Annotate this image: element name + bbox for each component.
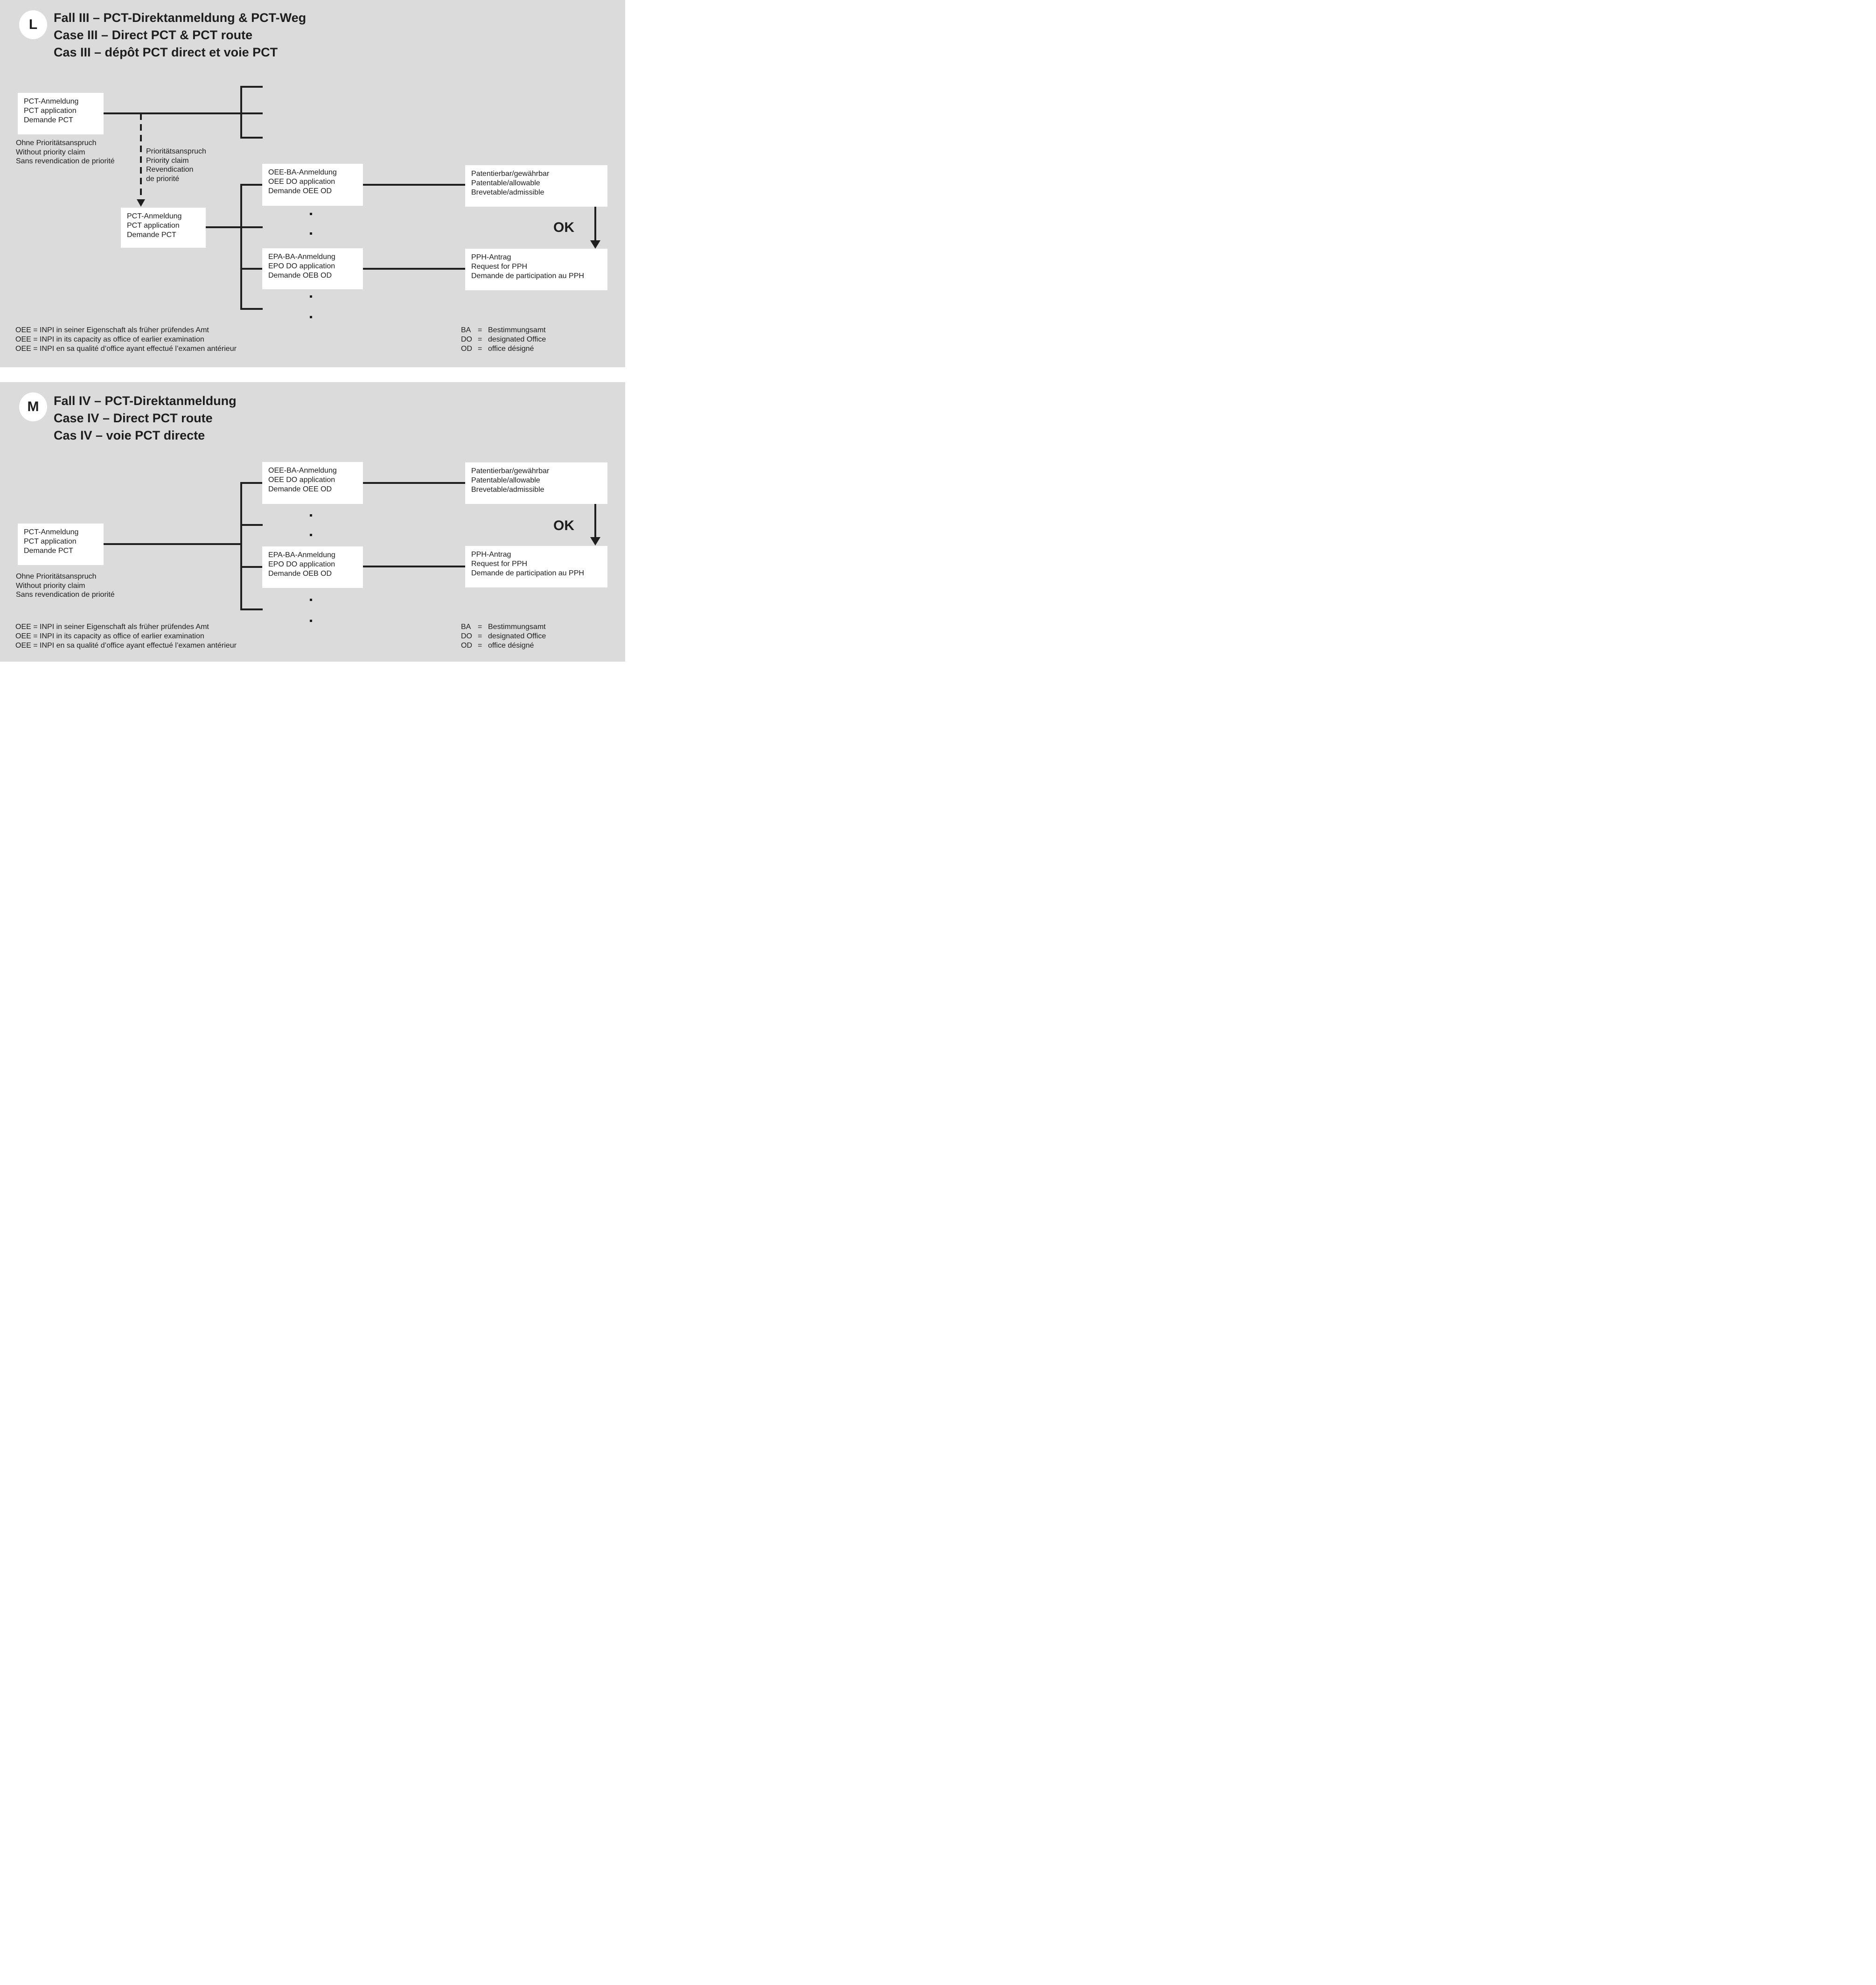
legend-oee-line-de: OEE = INPI in seiner Eigenschaft als früher prüfendes Amt [15, 326, 209, 334]
title-line-fr: Cas III – dépôt PCT direct et voie PCT [54, 45, 278, 59]
lower-fork-tine-more [240, 308, 263, 310]
without-priority-line-de: Ohne Prioritätsanspruch [16, 139, 97, 147]
pph-request-box [465, 546, 607, 587]
legend-row-ba [461, 622, 546, 632]
top-fork-vertical-line [240, 86, 242, 139]
legend-oee-line-fr: OEE = INPI en sa qualité d’office ayant effectué l’examen antérieur [15, 642, 237, 650]
fork-tine-oee [240, 482, 263, 484]
pct-application-box-line-de: PCT-Anmeldung [24, 528, 79, 536]
case-badge-l-letter: L [28, 17, 38, 32]
pph-box-line-de: PPH-Antrag [471, 551, 511, 559]
priority-claim-line-en: Priority claim [146, 156, 189, 165]
patentable-box [465, 462, 607, 504]
ok-arrowhead-icon [590, 537, 600, 545]
legend-od-abbr: OD [461, 642, 472, 650]
patentable-box-line-fr: Brevetable/admissible [471, 189, 544, 196]
without-priority-line-fr: Sans revendication de priorité [16, 591, 115, 599]
epa-box-line-fr: Demande OEB OD [268, 570, 332, 578]
oee-box-line-fr: Demande OEE OD [268, 485, 332, 493]
without-priority-line-fr: Sans revendication de priorité [16, 157, 115, 165]
pct-application-box-2-line-de: PCT-Anmeldung [127, 212, 182, 220]
epa-box-line-de: EPA-BA-Anmeldung [268, 551, 335, 559]
connector-pct-to-fork [104, 543, 242, 545]
connector-oee-to-patentable [363, 184, 465, 186]
epo-do-application-box [262, 248, 363, 289]
legend-abbreviations [461, 622, 546, 650]
oee-do-application-box [262, 164, 363, 206]
legend-ba-text: Bestimmungsamt [488, 326, 546, 334]
pct-application-box-line-en: PCT application [24, 538, 77, 545]
legend-row-do [461, 335, 546, 344]
legend-ba-eq: = [478, 326, 482, 334]
legend-od-eq: = [478, 642, 482, 650]
epa-box-line-fr: Demande OEB OD [268, 272, 332, 280]
connector-epa-to-pph [363, 268, 465, 270]
pct-application-box [18, 524, 104, 565]
legend-od-abbr: OD [461, 345, 472, 353]
legend-do-eq: = [478, 335, 482, 343]
panel-title-case-iii [54, 9, 306, 61]
legend-do-eq: = [478, 632, 482, 640]
without-priority-line-en: Without priority claim [16, 148, 85, 156]
ok-label: OK [553, 220, 574, 235]
panel-case-iii [0, 0, 625, 367]
ellipsis-dot [310, 534, 312, 536]
patentable-box-line-de: Patentierbar/gewährbar [471, 467, 550, 475]
oee-do-application-box [262, 462, 363, 504]
ellipsis-dot [310, 213, 312, 215]
legend-od-text: office désigné [488, 642, 534, 650]
fork-tine-more-lower [240, 608, 263, 610]
top-fork-upper-tine [240, 86, 263, 88]
label-without-priority-claim [16, 572, 115, 600]
patentable-box-line-fr: Brevetable/admissible [471, 486, 544, 494]
legend-do-text: designated Office [488, 335, 546, 343]
pph-request-box [465, 249, 607, 290]
legend-do-text: designated Office [488, 632, 546, 640]
lower-fork-vertical-line [240, 184, 242, 310]
lower-fork-tine-oee [240, 184, 263, 186]
legend-oee-line-en: OEE = INPI in its capacity as office of earlier examination [15, 632, 204, 640]
title-line-de: Fall III – PCT-Direktanmeldung & PCT-Weg [54, 11, 307, 25]
ok-arrowhead-icon [590, 240, 600, 249]
ellipsis-dot [310, 514, 312, 517]
top-fork-lower-tine [240, 137, 263, 139]
page [0, 0, 625, 662]
ellipsis-dot [310, 316, 312, 318]
legend-oee-line-fr: OEE = INPI en sa qualité d’office ayant effectué l’examen antérieur [15, 345, 237, 353]
legend-abbreviations [461, 326, 546, 354]
connector-oee-to-patentable [363, 482, 465, 484]
legend-row-od [461, 641, 546, 650]
pct-application-box-1-line-fr: Demande PCT [24, 116, 73, 124]
legend-ba-text: Bestimmungsamt [488, 623, 546, 631]
ok-arrow-line [594, 207, 596, 240]
legend-od-text: office désigné [488, 345, 534, 353]
connector-pct2-to-fork [206, 226, 263, 228]
legend-od-eq: = [478, 345, 482, 353]
pct-application-box-2 [121, 208, 206, 248]
pct-application-box-line-fr: Demande PCT [24, 547, 73, 555]
legend-do-abbr: DO [461, 632, 472, 640]
pph-box-line-de: PPH-Antrag [471, 253, 511, 261]
panel-title-case-iv [54, 392, 237, 444]
legend-oee-line-en: OEE = INPI in its capacity as office of earlier examination [15, 335, 204, 343]
patentable-box-line-en: Patentable/allowable [471, 179, 540, 187]
pct-application-box-1 [18, 93, 104, 134]
legend-row-od [461, 344, 546, 354]
title-line-de: Fall IV – PCT-Direktanmeldung [54, 394, 237, 408]
oee-box-line-fr: Demande OEE OD [268, 187, 332, 195]
label-priority-claim [146, 147, 206, 183]
pct-application-box-2-line-en: PCT application [127, 222, 180, 230]
legend-ba-eq: = [478, 623, 482, 631]
ok-label: OK [553, 518, 574, 533]
case-badge-m-letter: M [27, 399, 39, 414]
legend-row-do [461, 632, 546, 641]
connector-pct-main-line [104, 112, 263, 114]
pph-box-line-fr: Demande de participation au PPH [471, 569, 584, 577]
legend-oee [15, 326, 237, 354]
legend-ba-abbr: BA [461, 326, 471, 334]
priority-claim-line-fr2: de priorité [146, 175, 180, 183]
oee-box-line-de: OEE-BA-Anmeldung [268, 467, 337, 475]
panel-case-iv [0, 382, 625, 662]
case-badge-l [19, 10, 47, 39]
ellipsis-dot [310, 232, 312, 235]
legend-oee [15, 622, 237, 650]
pph-box-line-en: Request for PPH [471, 263, 528, 271]
pct-application-box-2-line-fr: Demande PCT [127, 231, 176, 239]
legend-ba-abbr: BA [461, 623, 471, 631]
patentable-box-line-de: Patentierbar/gewährbar [471, 170, 550, 178]
epo-do-application-box [262, 546, 363, 588]
patentable-box [465, 165, 607, 207]
fork-tine-epa [240, 566, 263, 568]
pph-box-line-fr: Demande de participation au PPH [471, 272, 584, 280]
epa-box-line-en: EPO DO application [268, 262, 335, 270]
label-without-priority-claim [16, 139, 115, 166]
epa-box-line-en: EPO DO application [268, 560, 335, 568]
pct-application-box-1-line-de: PCT-Anmeldung [24, 98, 79, 105]
priority-claim-arrowhead-icon [137, 199, 145, 207]
epa-box-line-de: EPA-BA-Anmeldung [268, 253, 335, 261]
title-line-en: Case III – Direct PCT & PCT route [54, 28, 253, 42]
oee-box-line-en: OEE DO application [268, 178, 335, 186]
connector-epa-to-pph [363, 566, 465, 567]
title-line-fr: Cas IV – voie PCT directe [54, 428, 205, 442]
priority-claim-dashed-line [140, 113, 142, 199]
without-priority-line-de: Ohne Prioritätsanspruch [16, 573, 97, 580]
patentable-box-line-en: Patentable/allowable [471, 476, 540, 484]
legend-oee-line-de: OEE = INPI in seiner Eigenschaft als früher prüfendes Amt [15, 623, 209, 631]
ellipsis-dot [310, 599, 312, 601]
pct-application-box-1-line-en: PCT application [24, 107, 77, 115]
ellipsis-dot [310, 620, 312, 622]
title-line-en: Case IV – Direct PCT route [54, 411, 213, 425]
without-priority-line-en: Without priority claim [16, 581, 85, 590]
fork-vertical-line [240, 482, 242, 610]
priority-claim-line-de: Prioritätsanspruch [146, 147, 206, 155]
lower-fork-tine-epa [240, 268, 263, 270]
oee-box-line-de: OEE-BA-Anmeldung [268, 168, 337, 176]
priority-claim-line-fr1: Revendication [146, 166, 194, 174]
fork-tine-more-upper [240, 524, 263, 526]
ellipsis-dot [310, 295, 312, 298]
pph-box-line-en: Request for PPH [471, 560, 528, 568]
legend-row-ba [461, 326, 546, 335]
ok-arrow-line [594, 504, 596, 537]
legend-do-abbr: DO [461, 335, 472, 343]
case-badge-m [19, 392, 47, 421]
oee-box-line-en: OEE DO application [268, 476, 335, 484]
